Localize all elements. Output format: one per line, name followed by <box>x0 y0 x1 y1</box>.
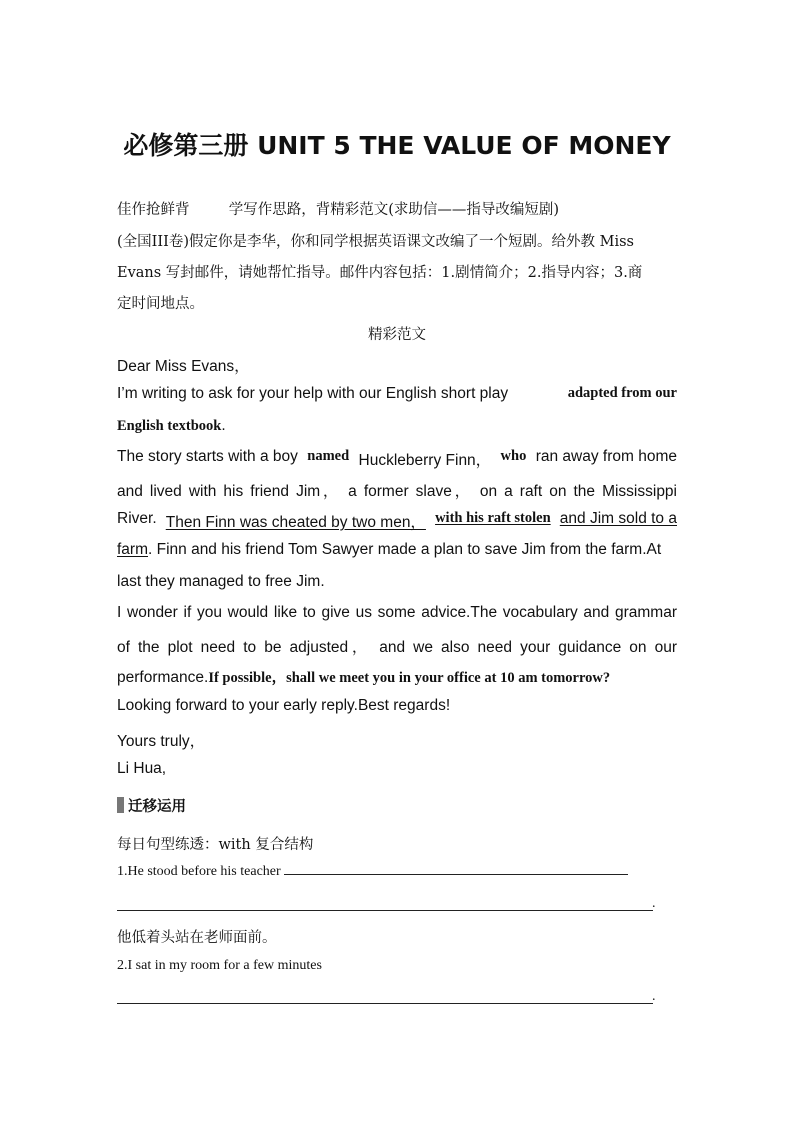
letter-closing: Yours truly， <box>117 733 206 750</box>
letter-line <box>117 448 677 470</box>
letter-bold-phrase: with his raft stolen <box>435 510 551 526</box>
letter-text: ran away from home <box>535 448 677 465</box>
question-1-text: 1.He stood before his teacher <box>117 864 281 879</box>
letter-line: last they managed to free Jim. <box>117 573 325 590</box>
section-header <box>117 198 559 219</box>
answer-blank-1a[interactable] <box>284 874 628 875</box>
essay-heading: 精彩范文 <box>368 327 426 343</box>
letter-underlined-phrase: farm <box>117 541 148 558</box>
letter-line: Looking forward to your early reply.Best regards! <box>117 697 451 714</box>
letter-line <box>117 417 226 435</box>
practice-section-title <box>117 795 186 816</box>
letter-line <box>117 510 677 532</box>
question-1-chinese: 他低着头站在老师面前。 <box>117 930 277 946</box>
letter-underlined-phrase: Then Finn was cheated by two men， <box>165 514 426 531</box>
header-desc: 学写作思路，背精彩范文(求助信——指导改编短剧) <box>228 202 560 218</box>
blank-end-period: . <box>652 896 656 911</box>
letter-text: River. <box>117 510 157 527</box>
question-1 <box>117 864 628 880</box>
letter-text: The story starts with a boy <box>117 448 298 465</box>
page-title: 必修第三册 UNIT 5 THE VALUE OF MONEY <box>123 131 671 160</box>
letter-bold-phrase: adapted from our <box>567 385 677 401</box>
letter-text: Huckleberry Finn， <box>358 452 492 469</box>
letter-bold-phrase: who <box>500 448 527 464</box>
answer-blank-1b[interactable] <box>117 910 653 911</box>
section-marker-icon <box>117 797 124 813</box>
letter-bold-phrase: If possible，shall we meet you in your office at 10 am tomorrow? <box>208 670 611 686</box>
letter-line <box>117 385 677 403</box>
prompt-line-1: (全国III卷)假定你是李华，你和同学根据英语课文改编了一个短剧。给外教 Miss <box>117 234 634 250</box>
letter-line <box>117 541 661 559</box>
letter-text: performance. <box>117 669 209 686</box>
letter-line <box>117 666 610 687</box>
letter-salutation: Dear Miss Evans， <box>117 358 250 375</box>
prompt-line-3: 定时间地点。 <box>117 296 204 312</box>
letter-text: I’m writing to ask for your help with our English short play <box>117 385 509 402</box>
letter-line: of the plot need to be adjusted， and we also need your guidance on our <box>117 639 677 656</box>
letter-line: and lived with his friend Jim， a former slave， on a raft on the Mississippi <box>117 483 677 500</box>
practice-title-text: 迁移运用 <box>128 798 186 815</box>
letter-bold-phrase: named <box>307 448 350 464</box>
letter-line: I wonder if you would like to give us some advice.The vocabulary and grammar <box>117 604 677 621</box>
letter-underlined-phrase: and Jim sold to a <box>559 510 677 527</box>
practice-subtitle: 每日句型练透：with 复合结构 <box>117 837 314 853</box>
blank-end-period: . <box>652 989 656 1004</box>
answer-blank-2[interactable] <box>117 1003 653 1004</box>
letter-signature: Li Hua, <box>117 760 167 777</box>
prompt-line-2: Evans 写封邮件，请她帮忙指导。邮件内容包括：1.剧情简介；2.指导内容；3.商 <box>117 265 643 281</box>
letter-text: . Finn and his friend Tom Sawyer made a plan to save Jim from the farm.At <box>148 541 662 558</box>
letter-text: . <box>221 417 226 434</box>
letter-bold-phrase: English textbook <box>117 418 222 434</box>
header-label: 佳作抢鲜背 <box>117 202 190 218</box>
question-2: 2.I sat in my room for a few minutes <box>117 958 322 973</box>
